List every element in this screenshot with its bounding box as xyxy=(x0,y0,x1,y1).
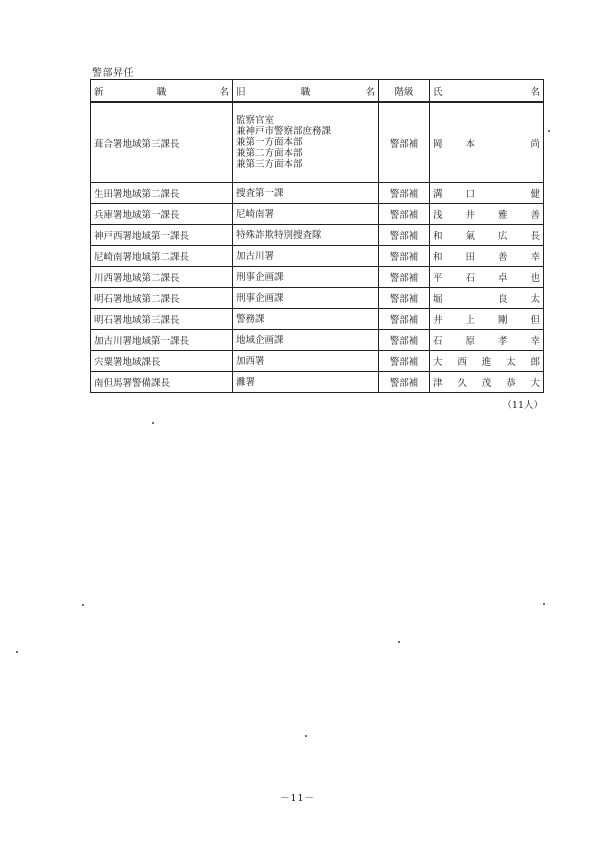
old-post-line: 兼第二方面本部 xyxy=(236,148,303,159)
new-post-cell: 南但馬署警備課長 xyxy=(91,372,233,393)
new-post-cell: 宍粟署地域課長 xyxy=(91,351,233,372)
table-row xyxy=(91,102,544,183)
old-post-line: 刑事企画課 xyxy=(236,292,284,304)
old-post-cell xyxy=(233,330,379,351)
old-post-line: 加西署 xyxy=(236,355,265,367)
rank-cell: 警部補 xyxy=(379,246,430,267)
old-post-cell xyxy=(233,204,379,225)
name-cell: 岡本 尚 xyxy=(430,102,544,183)
new-post-cell: 明石署地域第二課長 xyxy=(91,288,233,309)
table-row xyxy=(91,246,544,267)
old-post-cell xyxy=(233,288,379,309)
old-post-cell xyxy=(233,267,379,288)
old-post-cell xyxy=(233,309,379,330)
old-post-cell xyxy=(233,183,379,204)
old-post-line: 加古川署 xyxy=(236,250,275,262)
table-row xyxy=(91,372,544,393)
scan-speck xyxy=(543,603,545,605)
rank-cell: 警部補 xyxy=(379,309,430,330)
name-cell: 堀 良太 xyxy=(430,288,544,309)
name-cell: 石原孝幸 xyxy=(430,330,544,351)
new-post-cell: 兵庫署地域第一課長 xyxy=(91,204,233,225)
name-cell: 溝口 健 xyxy=(430,183,544,204)
table-header-row xyxy=(91,80,544,103)
old-post-line: 尼崎南署 xyxy=(236,208,275,220)
rank-cell: 警部補 xyxy=(379,351,430,372)
old-post-line: 警務課 xyxy=(236,313,265,325)
old-post-line: 灘署 xyxy=(236,376,256,388)
old-post-line: 刑事企画課 xyxy=(236,271,284,283)
scan-speck xyxy=(82,604,84,606)
old-post-cell xyxy=(233,372,379,393)
rank-cell: 警部補 xyxy=(379,102,430,183)
old-post-line: 監察官室 xyxy=(236,115,275,126)
table-row xyxy=(91,204,544,225)
old-post-line: 捜査第一課 xyxy=(236,187,284,199)
rank-cell: 警部補 xyxy=(379,225,430,246)
old-post-line: 兼第三方面本部 xyxy=(236,159,303,170)
scan-speck xyxy=(305,735,307,737)
scan-speck xyxy=(152,422,154,424)
old-post-cell xyxy=(233,225,379,246)
new-post-cell: 明石署地域第三課長 xyxy=(91,309,233,330)
new-post-cell: 葺合署地域第三課長 xyxy=(91,102,233,183)
old-post-line: 兼第一方面本部 xyxy=(236,137,303,148)
name-cell: 井上剛但 xyxy=(430,309,544,330)
old-post-cell xyxy=(233,102,379,183)
rank-cell: 警部補 xyxy=(379,330,430,351)
scan-speck xyxy=(16,651,18,653)
rank-cell: 警部補 xyxy=(379,204,430,225)
column-header-rank: 階級 xyxy=(379,80,430,103)
new-post-cell: 神戸西署地域第一課長 xyxy=(91,225,233,246)
promotion-table xyxy=(90,79,544,393)
new-post-cell: 尼崎南署地域第二課長 xyxy=(91,246,233,267)
rank-cell: 警部補 xyxy=(379,372,430,393)
rank-cell: 警部補 xyxy=(379,183,430,204)
table-row xyxy=(91,225,544,246)
old-post-line: 兼神戸市警察部庶務課 xyxy=(236,126,332,137)
name-cell: 平石卓也 xyxy=(430,267,544,288)
old-post-line: 特殊詐欺特別捜査隊 xyxy=(236,229,322,241)
rank-cell: 警部補 xyxy=(379,288,430,309)
page-number: －11－ xyxy=(279,793,316,804)
scan-speck xyxy=(398,641,400,643)
section-heading: 警部昇任 xyxy=(92,68,134,79)
table-row xyxy=(91,330,544,351)
name-cell: 津久茂恭大 xyxy=(430,372,544,393)
old-post-line: 地域企画課 xyxy=(236,334,284,346)
name-cell: 和氣広長 xyxy=(430,225,544,246)
table-row xyxy=(91,351,544,372)
old-post-cell xyxy=(233,351,379,372)
scan-speck xyxy=(548,130,550,132)
table-row xyxy=(91,183,544,204)
column-header-name: 氏 名 xyxy=(430,80,544,103)
new-post-cell: 生田署地域第二課長 xyxy=(91,183,233,204)
table-row xyxy=(91,267,544,288)
table-body xyxy=(91,102,544,393)
table-row xyxy=(91,309,544,330)
table-row xyxy=(91,288,544,309)
name-cell: 大西進太郎 xyxy=(430,351,544,372)
rank-cell: 警部補 xyxy=(379,267,430,288)
new-post-cell: 加古川署地域第一課長 xyxy=(91,330,233,351)
old-post-cell xyxy=(233,246,379,267)
name-cell: 和田善幸 xyxy=(430,246,544,267)
name-cell: 浅井雅善 xyxy=(430,204,544,225)
column-header-old-post: 旧 職 名 xyxy=(233,80,379,103)
column-header-new-post: 新 職 名 xyxy=(91,80,233,103)
personnel-count: （11人） xyxy=(502,400,543,411)
new-post-cell: 川西署地域第二課長 xyxy=(91,267,233,288)
